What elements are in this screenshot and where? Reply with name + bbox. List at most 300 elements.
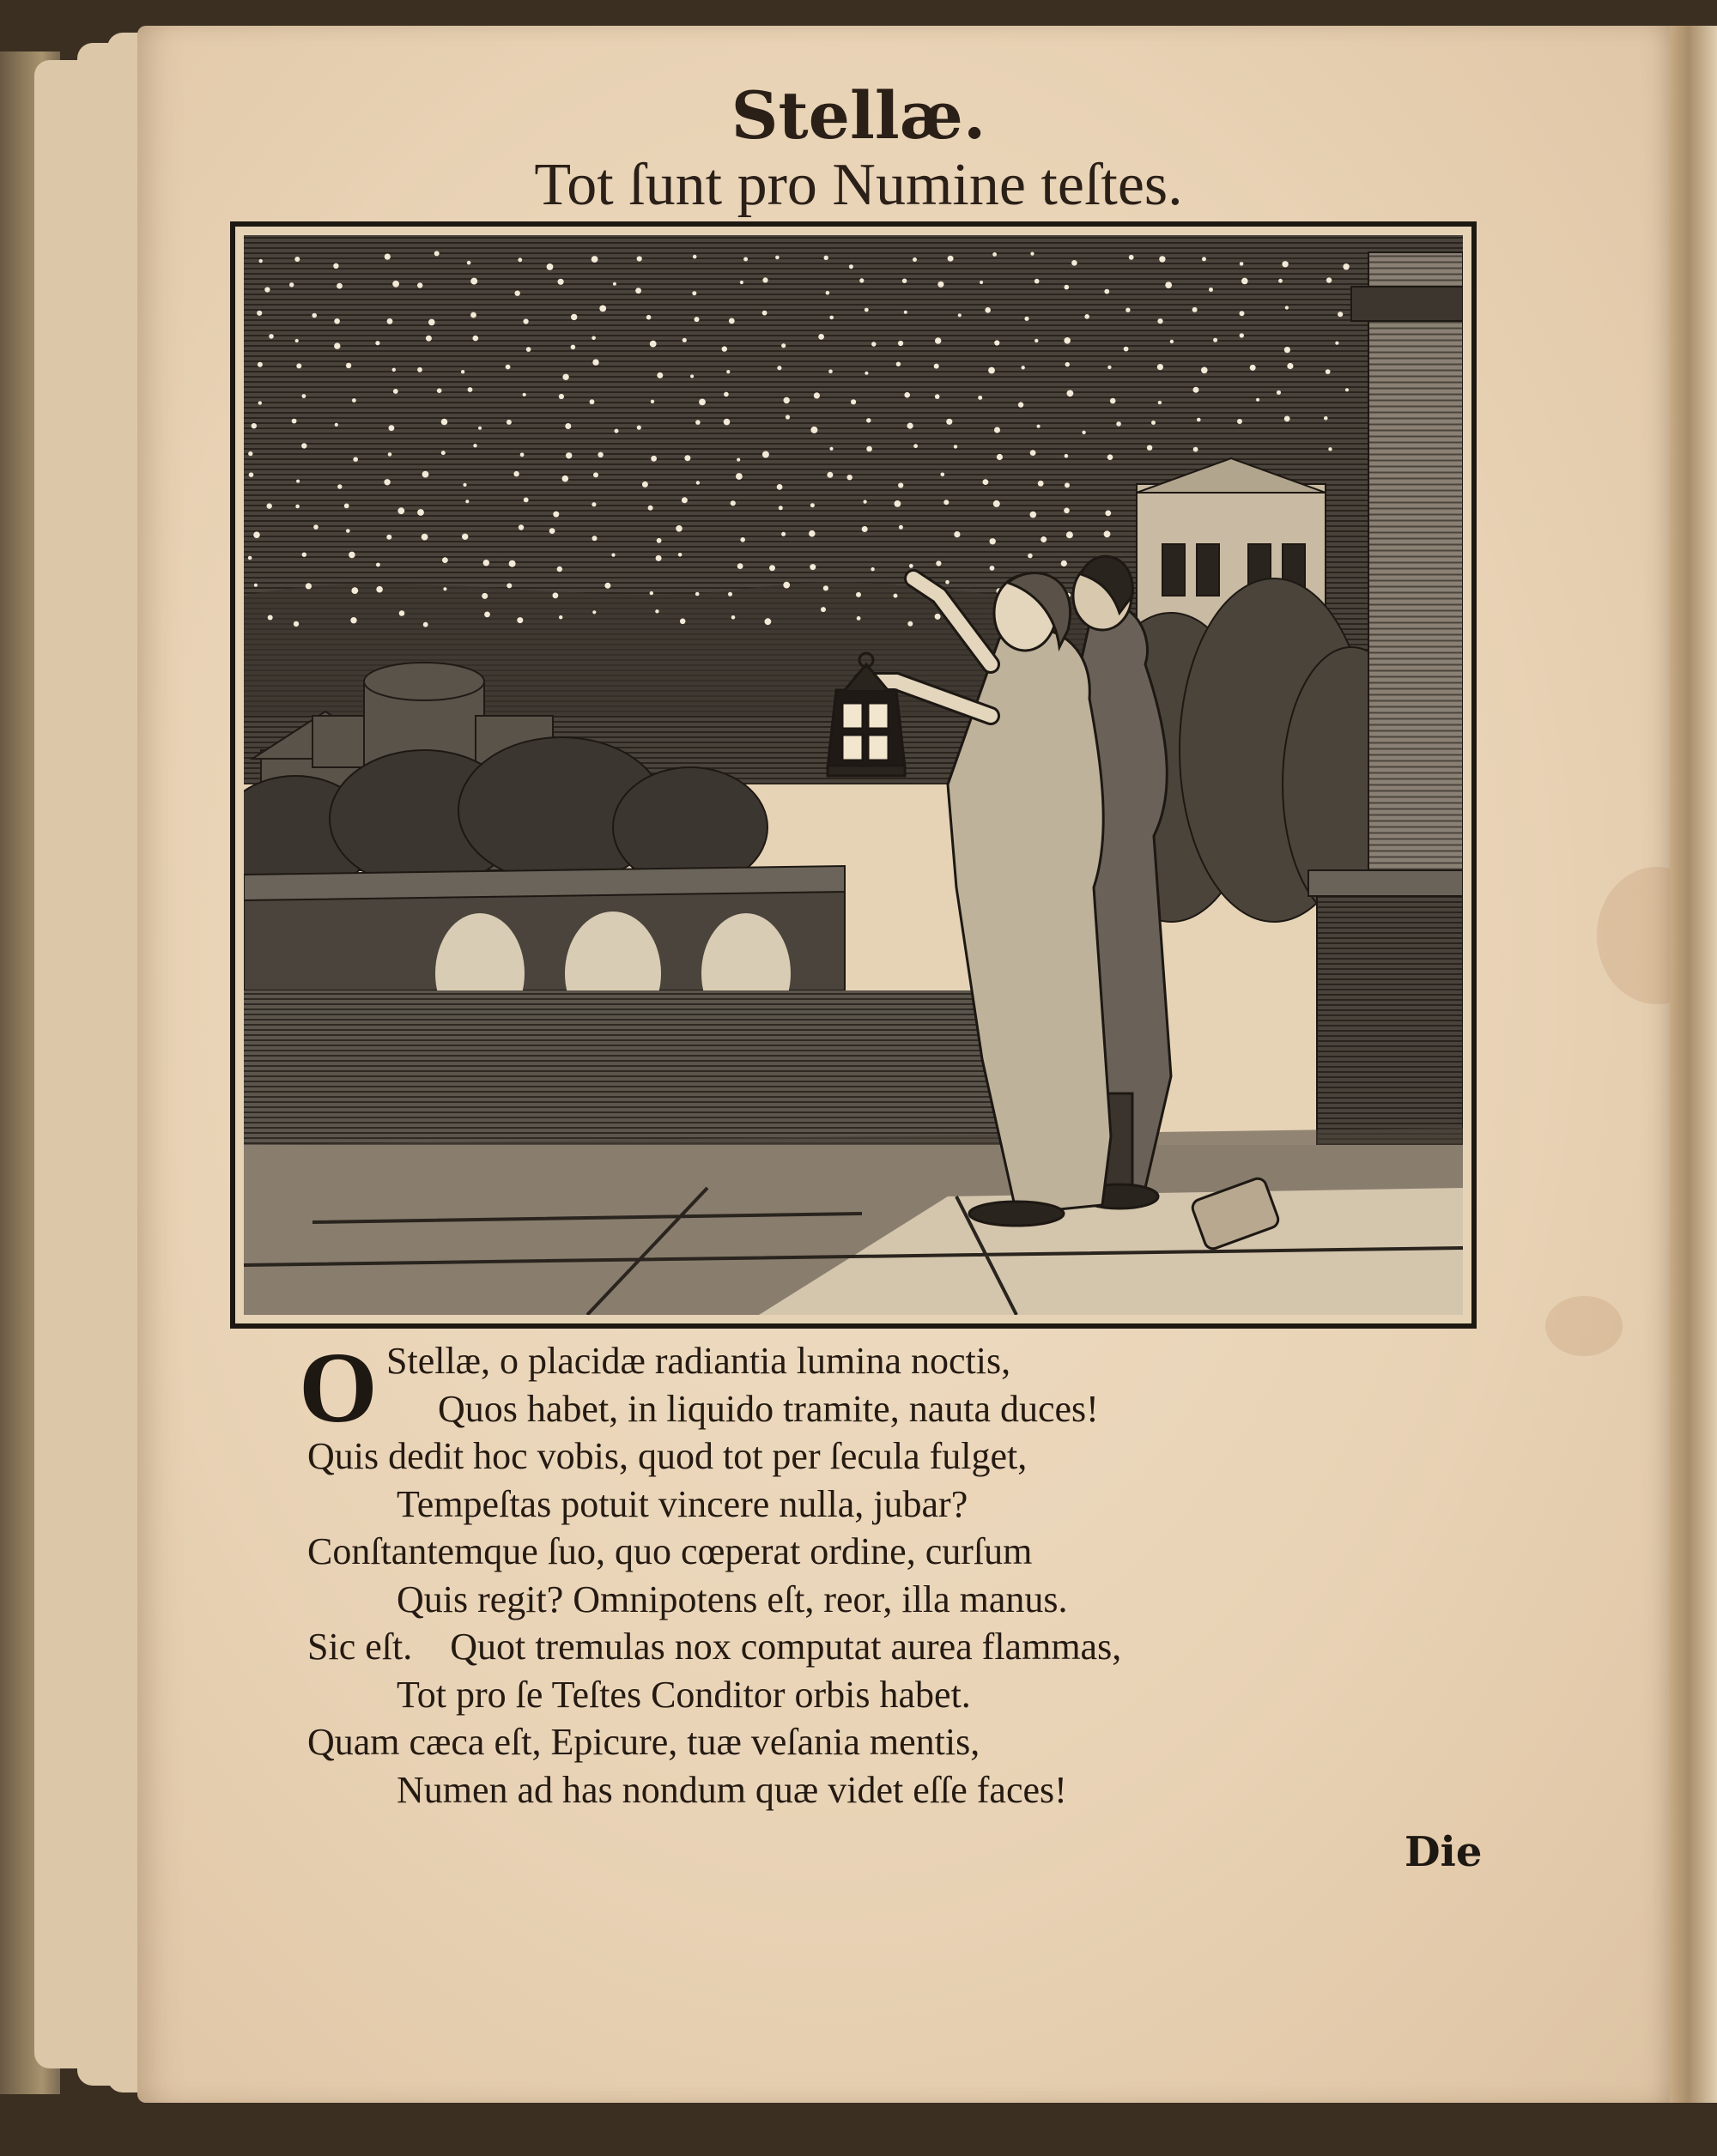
star [426, 336, 432, 342]
star [264, 287, 270, 292]
star [592, 256, 598, 263]
star [346, 363, 351, 368]
star [637, 426, 641, 430]
star [442, 557, 448, 563]
star [1066, 531, 1073, 538]
star [898, 482, 903, 488]
poem-line: Quis regit? Omnipotens eſt, reor, illa manus. [397, 1578, 1068, 1620]
star [656, 555, 662, 561]
star [1240, 333, 1244, 337]
star [935, 394, 940, 399]
star [935, 614, 941, 620]
star [592, 336, 596, 341]
star [737, 563, 743, 569]
star [1237, 419, 1242, 424]
star [992, 252, 997, 257]
star [559, 394, 564, 399]
poem-line: Quos habet, in liquido tramite, nauta duces! [438, 1387, 1099, 1430]
star [384, 479, 390, 485]
star [777, 484, 783, 490]
star [894, 594, 898, 598]
star [1125, 308, 1130, 312]
star [1124, 347, 1129, 352]
star [646, 315, 652, 320]
star [904, 392, 910, 398]
star [422, 534, 428, 541]
star [824, 256, 828, 260]
star [722, 346, 727, 351]
star [1256, 398, 1259, 402]
star [866, 418, 871, 422]
star [1165, 282, 1172, 288]
star [864, 500, 867, 504]
star [1158, 401, 1162, 404]
star [1282, 261, 1288, 267]
star [695, 592, 700, 597]
poem-line: Tot pro ſe Teſtes Conditor orbis habet. [397, 1673, 971, 1716]
star [1250, 365, 1256, 371]
star [997, 454, 1003, 460]
star [814, 392, 820, 398]
star [683, 338, 687, 342]
star [1104, 289, 1109, 294]
star [978, 396, 982, 400]
star [936, 560, 941, 566]
star [859, 278, 864, 282]
star [1285, 306, 1289, 309]
star [724, 392, 729, 397]
star [478, 427, 482, 430]
star [312, 313, 317, 318]
star [1030, 252, 1034, 256]
star [565, 423, 571, 429]
star [829, 316, 834, 320]
star [562, 374, 568, 380]
star [765, 618, 772, 625]
star [994, 427, 1000, 433]
star [461, 370, 464, 373]
star [392, 368, 396, 372]
star [375, 341, 379, 345]
star [651, 400, 654, 403]
star [1104, 530, 1111, 537]
star [1065, 454, 1069, 458]
star [313, 524, 319, 530]
star [1278, 279, 1283, 283]
star [937, 282, 943, 288]
star [980, 281, 983, 284]
poem-line: Stellæ, o placidæ radiantia lumina noctis, [386, 1340, 1011, 1382]
star [743, 257, 748, 262]
river [244, 990, 1102, 1145]
star [393, 389, 398, 394]
star [385, 254, 391, 260]
star [269, 334, 274, 339]
star [650, 591, 653, 595]
star [592, 359, 598, 365]
star [684, 455, 690, 461]
star [386, 535, 391, 540]
star [1277, 391, 1281, 395]
star [397, 507, 404, 514]
star [1105, 511, 1111, 517]
star [1064, 508, 1070, 514]
star [1151, 421, 1156, 425]
star [462, 534, 468, 540]
star [553, 512, 559, 518]
star [249, 472, 254, 477]
star [1028, 554, 1033, 559]
star [294, 621, 299, 627]
star [828, 369, 833, 373]
star [1038, 481, 1044, 487]
star [729, 318, 735, 324]
star [517, 617, 523, 623]
star [856, 592, 861, 597]
star [637, 256, 642, 261]
star [506, 365, 511, 370]
star [818, 334, 824, 340]
star [1147, 445, 1152, 451]
star [775, 256, 780, 260]
star [737, 458, 740, 462]
poem-line: Tempeſtas potuit vincere nulla, jubar? [397, 1482, 968, 1525]
star [1018, 402, 1023, 407]
star [423, 622, 428, 627]
star [559, 615, 562, 619]
star [988, 367, 995, 374]
star [657, 372, 663, 379]
star [1343, 263, 1349, 270]
star [599, 306, 606, 312]
star [520, 452, 525, 457]
star [896, 362, 901, 366]
star [258, 362, 263, 367]
star [295, 505, 300, 509]
star [983, 479, 989, 485]
star [1082, 431, 1085, 434]
star [781, 343, 786, 348]
star [676, 525, 683, 532]
star [1084, 314, 1089, 319]
star [849, 264, 853, 269]
star [259, 259, 263, 263]
star [695, 317, 700, 322]
star [1107, 366, 1111, 369]
poem-line: Numen ad has nondum quæ videt eſſe faces! [397, 1768, 1067, 1811]
star [695, 420, 701, 425]
star [871, 342, 876, 346]
star [781, 532, 786, 536]
star [1034, 279, 1040, 284]
star [301, 443, 306, 448]
star [509, 560, 516, 567]
star [642, 481, 648, 488]
star [678, 553, 683, 557]
star [352, 398, 356, 403]
star [762, 311, 767, 316]
star [693, 255, 697, 259]
star [1065, 482, 1070, 488]
star [484, 612, 490, 618]
star [392, 281, 399, 288]
star [847, 475, 852, 480]
star [1071, 260, 1077, 266]
star [941, 473, 945, 477]
star [699, 399, 706, 406]
star [657, 538, 662, 543]
star [468, 387, 473, 392]
star [779, 506, 783, 510]
star [1193, 387, 1199, 393]
star [907, 621, 913, 627]
star [611, 554, 615, 557]
star [762, 277, 767, 282]
star [253, 531, 260, 538]
star [810, 427, 817, 433]
star [515, 291, 520, 296]
page-stain [1545, 1296, 1623, 1356]
star [422, 471, 429, 478]
star [571, 314, 577, 320]
star [483, 560, 489, 566]
star [635, 288, 641, 294]
star [1209, 288, 1213, 292]
star [523, 393, 526, 397]
star [935, 337, 941, 343]
star [736, 473, 743, 480]
star [592, 536, 598, 541]
star [1241, 278, 1248, 285]
star [648, 506, 653, 511]
star [1022, 366, 1025, 369]
star [1024, 317, 1028, 321]
star [613, 282, 616, 286]
poem-line: Sic eſt. Quot tremulas nox computat aurea flammas, [307, 1626, 1122, 1668]
star [1284, 416, 1290, 422]
poem-line: Conſtantemque ſuo, quo cœperat ordine, curſum [307, 1530, 1033, 1572]
star [344, 504, 349, 509]
star [519, 524, 524, 530]
star [1030, 512, 1037, 518]
star [593, 472, 598, 477]
star [650, 341, 657, 348]
star [257, 311, 262, 316]
star [1065, 362, 1070, 366]
star [1065, 285, 1070, 290]
star [1041, 536, 1047, 542]
star [518, 257, 522, 262]
star [289, 282, 294, 287]
star [507, 420, 512, 425]
page-gutter [1670, 26, 1717, 2103]
poem-line: Quam cæca eſt, Epicure, tuæ veſania mentis, [307, 1721, 980, 1763]
star [1202, 257, 1206, 261]
star [335, 423, 338, 427]
star [473, 336, 479, 342]
star [731, 500, 736, 506]
catchword: Die [1405, 1828, 1483, 1876]
dropcap: O [299, 1331, 378, 1444]
star [443, 587, 446, 590]
star [302, 394, 306, 398]
star [351, 587, 358, 594]
star [1326, 277, 1332, 282]
star [728, 592, 732, 597]
star [1159, 256, 1165, 262]
star [731, 615, 736, 620]
star [690, 374, 694, 378]
star [948, 256, 954, 262]
star [441, 451, 446, 455]
star [1129, 255, 1134, 260]
star [346, 529, 350, 533]
star [1324, 416, 1328, 421]
star [434, 251, 440, 256]
star [333, 263, 338, 269]
star [337, 283, 343, 289]
star [1037, 425, 1041, 428]
star [268, 615, 273, 621]
engraving-frame [230, 221, 1477, 1329]
star [651, 456, 657, 462]
star [810, 503, 815, 507]
star [682, 497, 688, 503]
star [296, 480, 300, 483]
star [1030, 450, 1036, 456]
star [954, 445, 957, 448]
star [1034, 339, 1038, 342]
star [826, 291, 830, 295]
star [513, 471, 519, 476]
star [615, 429, 619, 433]
poem-line: Quis dedit hoc vobis, quod tot per ſecula fulget, [307, 1435, 1028, 1477]
page-motto: Tot ſunt pro Numine teſtes. [534, 152, 1183, 218]
star [1170, 340, 1174, 343]
star [295, 339, 299, 342]
star [994, 340, 999, 345]
star [762, 451, 769, 458]
star [388, 452, 392, 457]
star [1326, 369, 1331, 374]
star [417, 367, 422, 372]
star [1197, 418, 1201, 422]
star [399, 610, 405, 616]
star [1213, 338, 1217, 342]
star [376, 563, 380, 567]
star [571, 345, 576, 350]
star [810, 564, 816, 570]
star [821, 607, 826, 612]
star [562, 475, 569, 482]
star [726, 370, 730, 373]
star [954, 531, 960, 537]
poem [299, 1331, 1380, 1814]
star [292, 419, 297, 424]
star [524, 498, 529, 503]
star [829, 447, 833, 451]
star [437, 388, 442, 393]
star [604, 583, 610, 589]
star [417, 282, 422, 288]
star [1110, 398, 1116, 404]
star [302, 553, 306, 557]
star [823, 585, 828, 590]
star [913, 257, 917, 262]
star [784, 397, 790, 403]
star [696, 481, 700, 484]
star [895, 500, 901, 507]
star [334, 342, 340, 348]
star [417, 509, 424, 516]
star [526, 347, 531, 352]
star [904, 311, 907, 314]
star [252, 423, 257, 428]
star [943, 500, 949, 505]
star [558, 279, 564, 285]
star [349, 552, 355, 559]
star [724, 419, 731, 426]
star [866, 446, 872, 452]
star [934, 364, 939, 369]
star [680, 619, 686, 625]
star [1192, 307, 1198, 312]
star [1240, 262, 1244, 266]
star [1067, 390, 1074, 397]
star [1157, 318, 1162, 324]
star [337, 484, 342, 488]
star [993, 500, 1000, 507]
star [655, 609, 658, 613]
star [945, 580, 950, 584]
star [387, 318, 393, 324]
night-sky-stargazers-engraving [244, 235, 1463, 1315]
star [294, 257, 300, 262]
star [566, 452, 572, 458]
star [692, 291, 696, 295]
star [1061, 560, 1067, 566]
star [777, 366, 781, 370]
star [465, 500, 469, 503]
page-title: Stellæ. [731, 77, 986, 154]
star [740, 537, 745, 542]
star [740, 281, 743, 284]
star [592, 502, 596, 506]
star [1201, 367, 1208, 374]
star [907, 423, 913, 429]
star [467, 261, 471, 265]
star [1193, 447, 1198, 452]
star [946, 419, 952, 425]
star [590, 399, 595, 404]
star [524, 318, 529, 324]
star [267, 503, 272, 508]
star [353, 457, 358, 462]
star [376, 586, 383, 593]
star [306, 583, 312, 589]
star [857, 616, 861, 621]
star [507, 583, 512, 588]
star [557, 566, 562, 572]
star [547, 263, 554, 270]
star [871, 567, 874, 571]
star [769, 565, 775, 571]
star [990, 566, 995, 571]
star [258, 401, 262, 404]
star [865, 372, 868, 375]
star [441, 419, 448, 426]
star [463, 483, 466, 487]
